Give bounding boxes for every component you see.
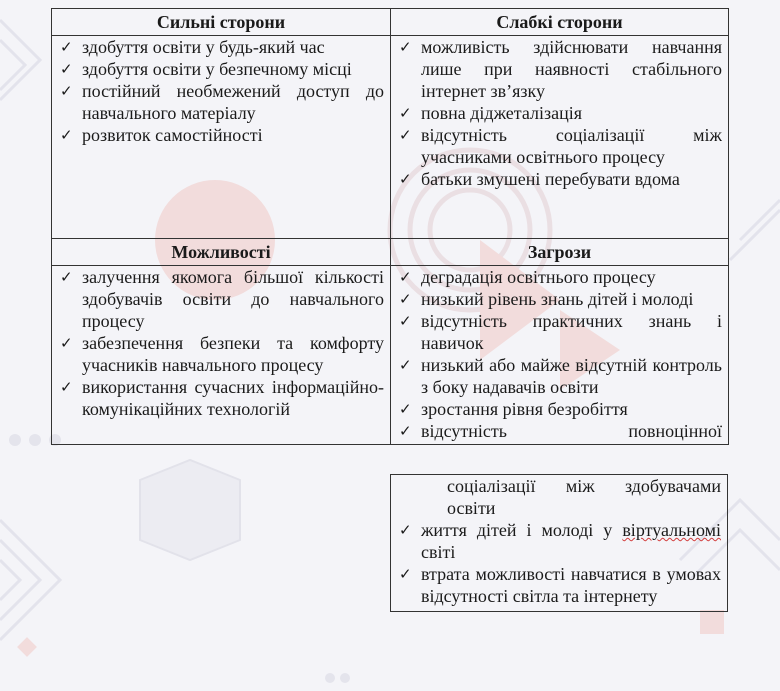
list-item: ✓ можливість здійснювати навчання лише при наявності стабільного інтернет зв’язку bbox=[399, 37, 722, 101]
threats-continuation-list bbox=[397, 519, 721, 607]
weaknesses-header: Слабкі сторони bbox=[391, 9, 729, 36]
strengths-list bbox=[58, 36, 384, 146]
threats-header: Загрози bbox=[391, 239, 729, 266]
check-icon: ✓ bbox=[399, 521, 412, 539]
list-item: ✓ залучення якомога більшої кількості здобувачів освіти до навчального процесу bbox=[60, 267, 384, 331]
check-icon: ✓ bbox=[60, 268, 73, 286]
list-item: ✓ батьки змушені перебувати вдома bbox=[399, 169, 680, 189]
check-icon: ✓ bbox=[399, 400, 412, 418]
list-item: ✓ розвиток самостійності bbox=[60, 125, 263, 145]
list-item: ✓ зростання рівня безробіття bbox=[399, 399, 628, 419]
swot-table bbox=[51, 8, 729, 445]
strengths-header: Сильні сторони bbox=[52, 9, 391, 36]
opportunities-header: Можливості bbox=[52, 239, 391, 266]
weaknesses-list bbox=[397, 36, 722, 190]
check-icon: ✓ bbox=[399, 312, 412, 330]
check-icon: ✓ bbox=[60, 82, 73, 100]
threats-list bbox=[397, 266, 722, 442]
check-icon: ✓ bbox=[399, 356, 412, 374]
threats-continuation-cell bbox=[391, 475, 728, 612]
strengths-cell bbox=[52, 36, 391, 239]
list-item: ✓ здобуття освіти у безпечному місці bbox=[60, 59, 352, 79]
list-item: ✓ життя дітей і молоді у віртуальномі світі bbox=[399, 520, 721, 562]
check-icon: ✓ bbox=[399, 38, 412, 56]
check-icon: ✓ bbox=[399, 268, 412, 286]
check-icon: ✓ bbox=[60, 38, 73, 56]
list-item: ✓ забезпечення безпеки та комфорту учасників навчального процесу bbox=[60, 333, 384, 375]
list-item: ✓ деградація освітнього процесу bbox=[399, 267, 656, 287]
spellcheck-underlined-word: віртуальномі bbox=[622, 520, 721, 540]
check-icon: ✓ bbox=[60, 378, 73, 396]
list-item: ✓ відсутність повноцінної bbox=[399, 421, 722, 441]
threats-continuation-table bbox=[390, 474, 728, 612]
check-icon: ✓ bbox=[399, 104, 412, 122]
opportunities-cell bbox=[52, 266, 391, 445]
list-item: ✓ втрата можливості навчатися в умовах відсутності світла та інтернету bbox=[399, 564, 721, 606]
check-icon: ✓ bbox=[399, 170, 412, 188]
list-item: ✓ відсутність соціалізації між учасниками освітнього процесу bbox=[399, 125, 722, 167]
list-item: ✓ використання сучасних інформаційно-комунікаційних технологій bbox=[60, 377, 384, 419]
opportunities-list bbox=[58, 266, 384, 420]
list-item: ✓ повна діджеталізація bbox=[399, 103, 582, 123]
weaknesses-cell bbox=[391, 36, 729, 239]
check-icon: ✓ bbox=[399, 422, 412, 440]
check-icon: ✓ bbox=[399, 290, 412, 308]
check-icon: ✓ bbox=[399, 126, 412, 144]
continued-text: соціалізації між здобувачами освіти bbox=[447, 476, 721, 518]
check-icon: ✓ bbox=[60, 60, 73, 78]
check-icon: ✓ bbox=[399, 565, 412, 583]
list-item: ✓ низький рівень знань дітей і молоді bbox=[399, 289, 694, 309]
check-icon: ✓ bbox=[60, 126, 73, 144]
list-item: ✓ низький або майже відсутній контроль з боку надавачів освіти bbox=[399, 355, 722, 397]
threats-cell bbox=[391, 266, 729, 445]
list-item: ✓ здобуття освіти у будь-який час bbox=[60, 37, 325, 57]
check-icon: ✓ bbox=[60, 334, 73, 352]
list-item: ✓ відсутність практичних знань і навичок bbox=[399, 311, 722, 353]
list-item: ✓ постійний необмежений доступ до навчального матеріалу bbox=[60, 81, 384, 123]
